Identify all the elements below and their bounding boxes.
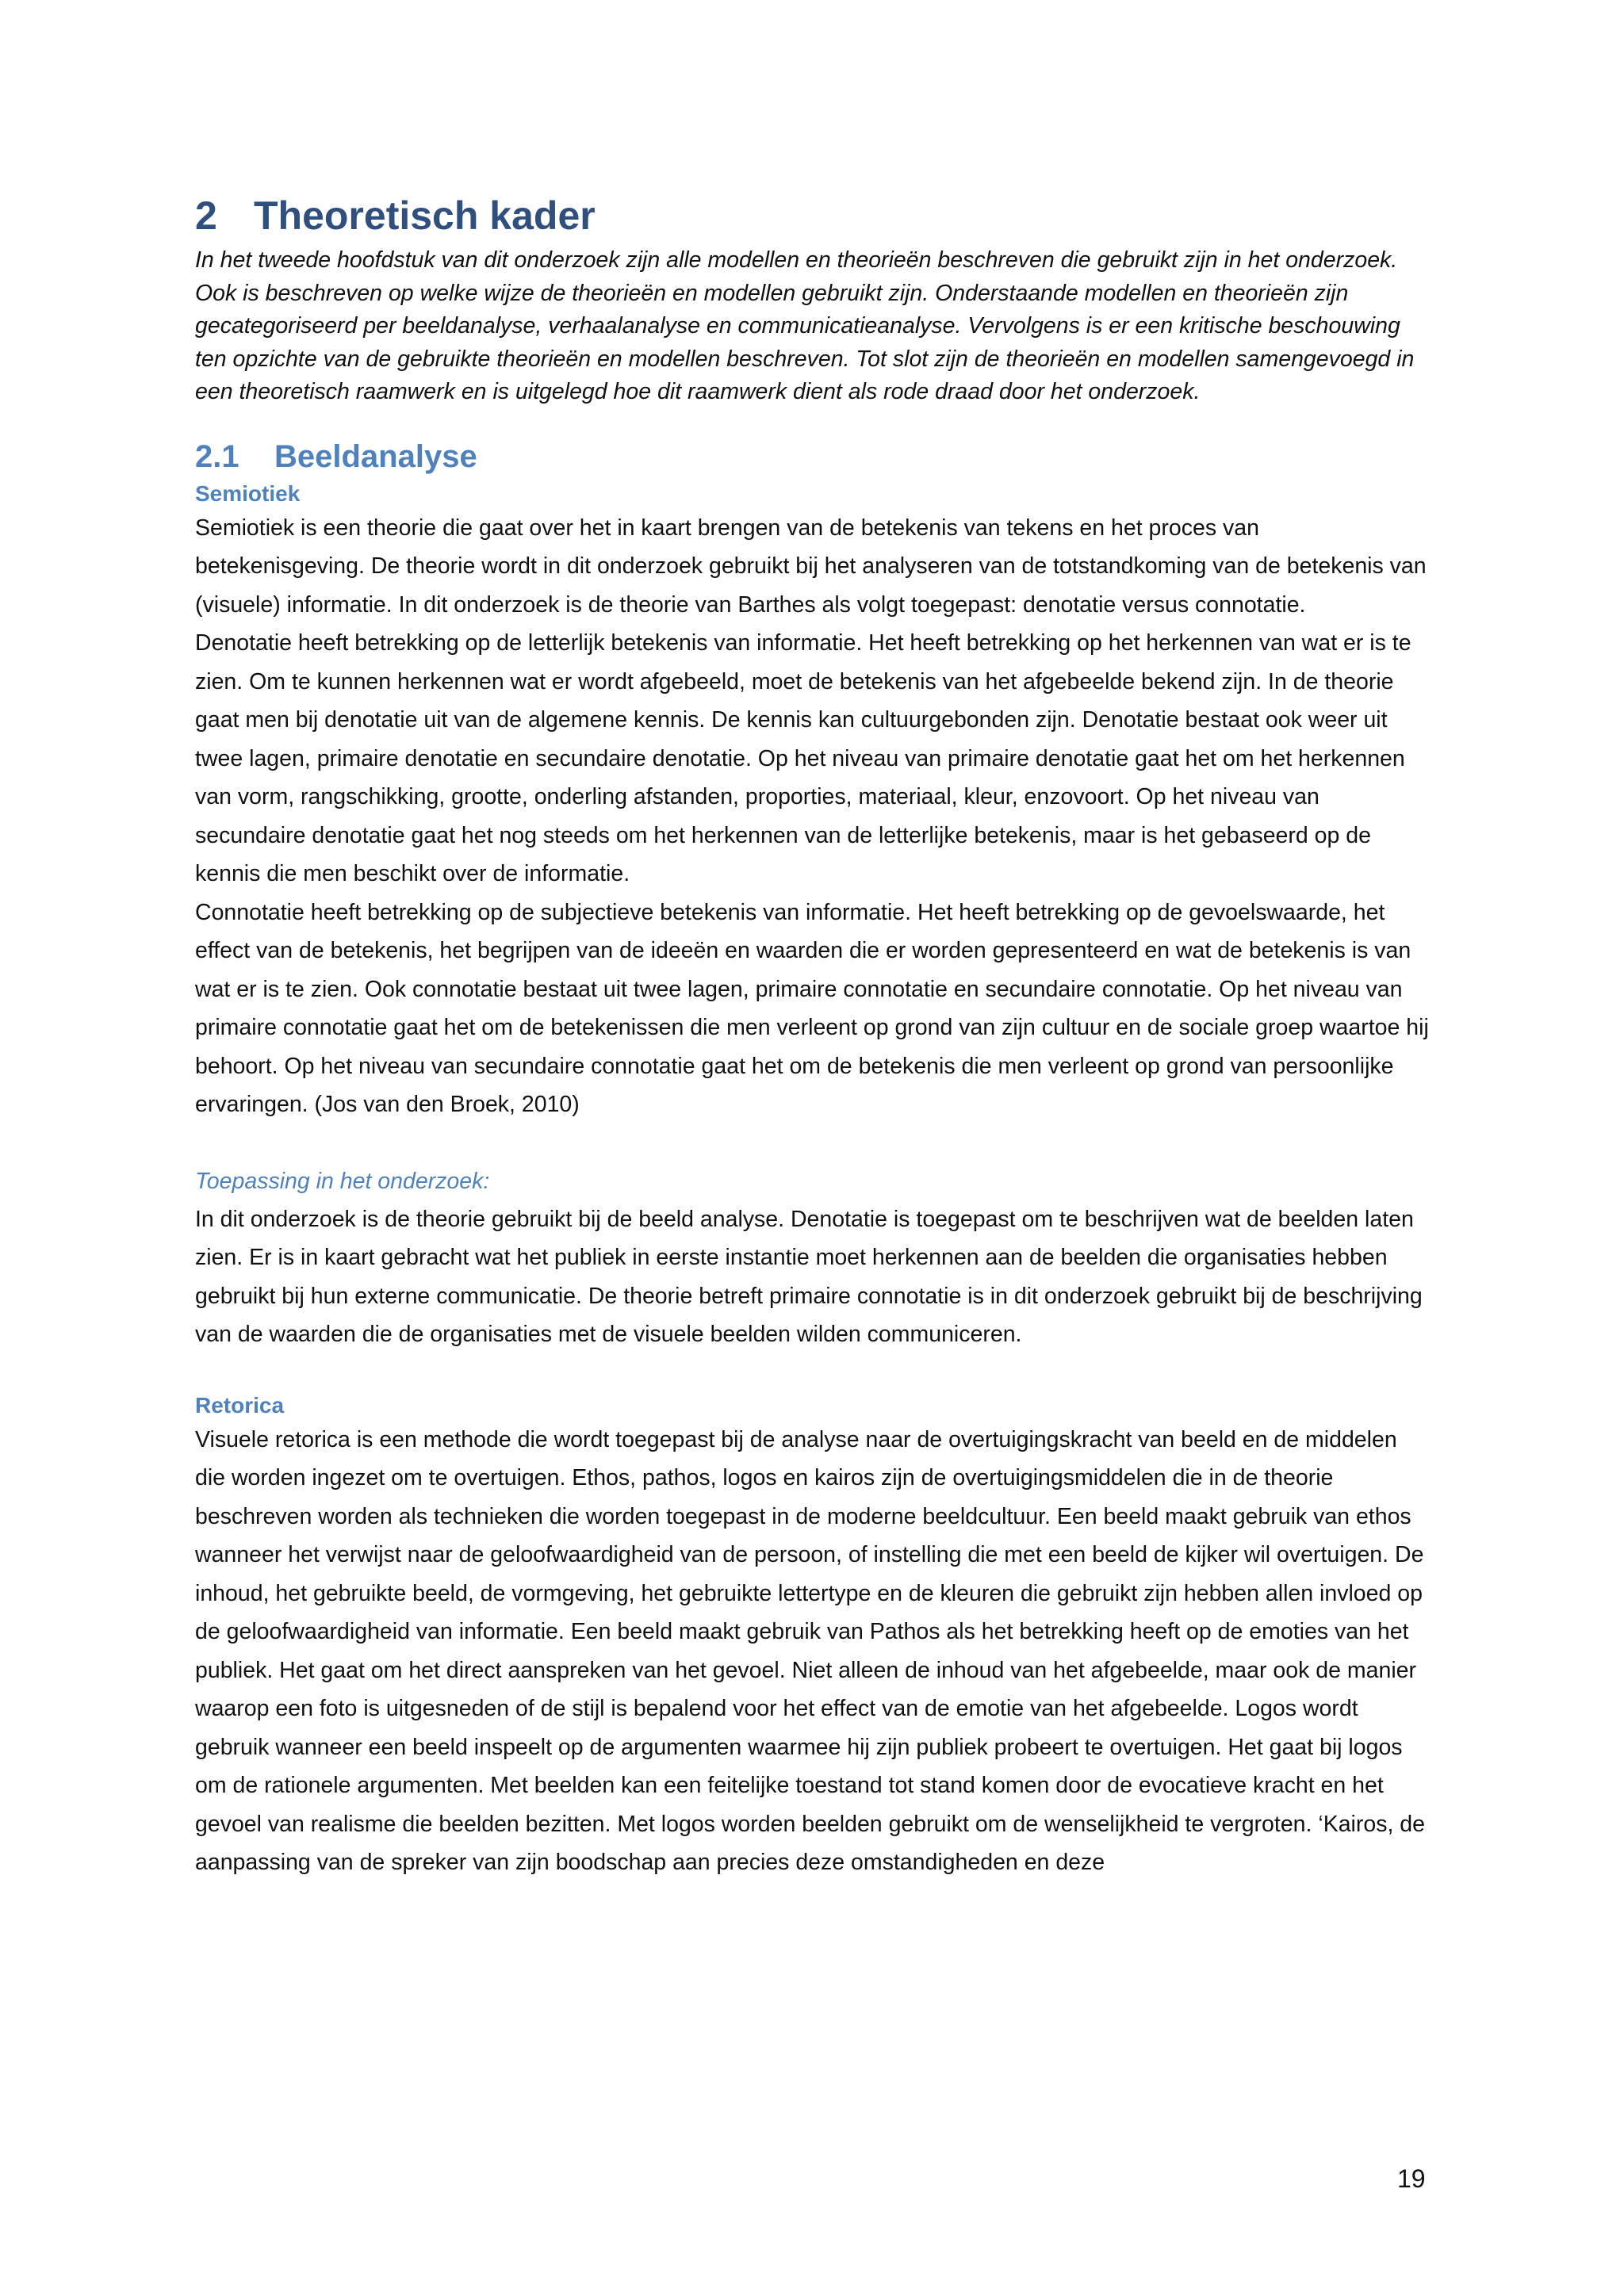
page-content [195,192,1432,1882]
section-number: 2.1 [195,438,239,474]
chapter-heading [195,192,1432,239]
section-heading [195,438,1432,476]
application-text: In dit onderzoek is de theorie gebruikt bij de beeld analyse. Denotatie is toegepast om te beschrijven wat de beelden laten zien. Er is in kaart gebracht wat het publiek in eerste instantie moet herkennen aan de beelden die organisaties hebben gebruikt bij hun externe communicatie. De theorie betreft primaire connotatie is in dit onderzoek gebruikt bij de beschrijving van de waarden die de organisaties met de visuele beelden wilden communiceren. [195,1206,1423,1347]
retorica-heading: Retorica [195,1392,285,1418]
semiotiek-heading: Semiotiek [195,480,301,506]
section-title: Beeldanalyse [274,438,477,474]
semiotiek-paragraph-3: Connotatie heeft betrekking op de subjectieve betekenis van informatie. Het heeft betrekking op de gevoelswaarde, het effect van de betekenis, het begrijpen van de ideeën en waarden die er worden gepresenteerd en wat de betekenis is van wat er is te zien. Ook connotatie bestaat uit twee lagen, primaire connotatie en secundaire connotatie. Op het niveau van primaire connotatie gaat het om de betekenissen die men verleent op grond van zijn cultuur en de sociale groep waartoe hij behoort. Op het niveau van secundaire connotatie gaat het om de betekenis die men verleent op grond van persoonlijke ervaringen. (Jos van den Broek, 2010) [195,899,1429,1117]
semiotiek-paragraph-1: Semiotiek is een theorie die gaat over het in kaart brengen van de betekenis van tekens en het proces van betekenisgeving. De theorie wordt in dit onderzoek gebruikt bij het analyseren van de totstandkoming van de betekenis van (visuele) informatie. In dit onderzoek is de theorie van Barthes als volgt toegepast: denotatie versus connotatie. [195,515,1427,618]
retorica-text: Visuele retorica is een methode die wordt toegepast bij de analyse naar de overtuigingskracht van beeld en de middelen die worden ingezet om te overtuigen. Ethos, pathos, logos en kairos zijn de overtuigingsmiddelen die in de theorie beschreven worden als technieken die worden toegepast in de moderne beeldcultuur. Een beeld maakt gebruik van ethos wanneer het verwijst naar de geloofwaardigheid van de persoon, of instelling die met een beeld de kijker wil overtuigen. De inhoud, het gebruikte beeld, de vormgeving, het gebruikte lettertype en de kleuren die gebruikt zijn hebben allen invloed op de geloofwaardigheid van informatie. Een beeld maakt gebruik van Pathos als het betrekking heeft op de emoties van het publiek. Het gaat om het direct aanspreken van het gevoel. Niet alleen de inhoud van het afgebeelde, maar ook de manier waarop een foto is uitgesneden of de stijl is bepalend voor het effect van de emotie van het afgebeelde. Logos wordt gebruik wanneer een beeld inspeelt op de argumenten waarmee hij zijn publiek probeert te overtuigen. Het gaat bij logos om de rationele argumenten. Met beelden kan een feitelijke toestand tot stand komen door de evocatieve kracht en het gevoel van realisme die beelden bezitten. Met logos worden beelden gebruikt om de wenselijkheid te vergroten. ‘Kairos, de aanpassing van de spreker van zijn boodschap aan precies deze omstandigheden en deze [195,1426,1426,1875]
chapter-intro: In het tweede hoofdstuk van dit onderzoek zijn alle modellen en theorieën beschreven die gebruikt zijn in het onderzoek. Ook is beschreven op welke wijze de theorieën en modellen gebruikt zijn. Onderstaande modellen en theorieën zijn gecategoriseerd per beeldanalyse, verhaalanalyse en communicatieanalyse. Vervolgens is er een kritische beschouwing ten opzichte van de gebruikte theorieën en modellen beschreven. Tot slot zijn de theorieën en modellen samengevoegd in een theoretisch raamwerk en is uitgelegd hoe dit raamwerk dient als rode draad door het onderzoek. [195,247,1415,404]
page-number: 19 [1397,2164,1426,2193]
chapter-title: Theoretisch kader [254,193,596,238]
application-label: Toepassing in het onderzoek: [195,1168,490,1194]
chapter-number: 2 [195,193,217,238]
semiotiek-paragraph-2: Denotatie heeft betrekking op de letterlijk betekenis van informatie. Het heeft betrekking op het herkennen van wat er is te zien. Om te kunnen herkennen wat er wordt afgebeeld, moet de betekenis van het afgebeelde bekend zijn. In de theorie gaat men bij denotatie uit van de algemene kennis. De kennis kan cultuurgebonden zijn. Denotatie bestaat ook weer uit twee lagen, primaire denotatie en secundaire denotatie. Op het niveau van primaire denotatie gaat het om het herkennen van vorm, rangschikking, grootte, onderling afstanden, proporties, materiaal, kleur, enzovoort. Op het niveau van secundaire denotatie gaat het nog steeds om het herkennen van de letterlijke betekenis, maar is het gebaseerd op de kennis die men beschikt over de informatie. [195,630,1411,886]
